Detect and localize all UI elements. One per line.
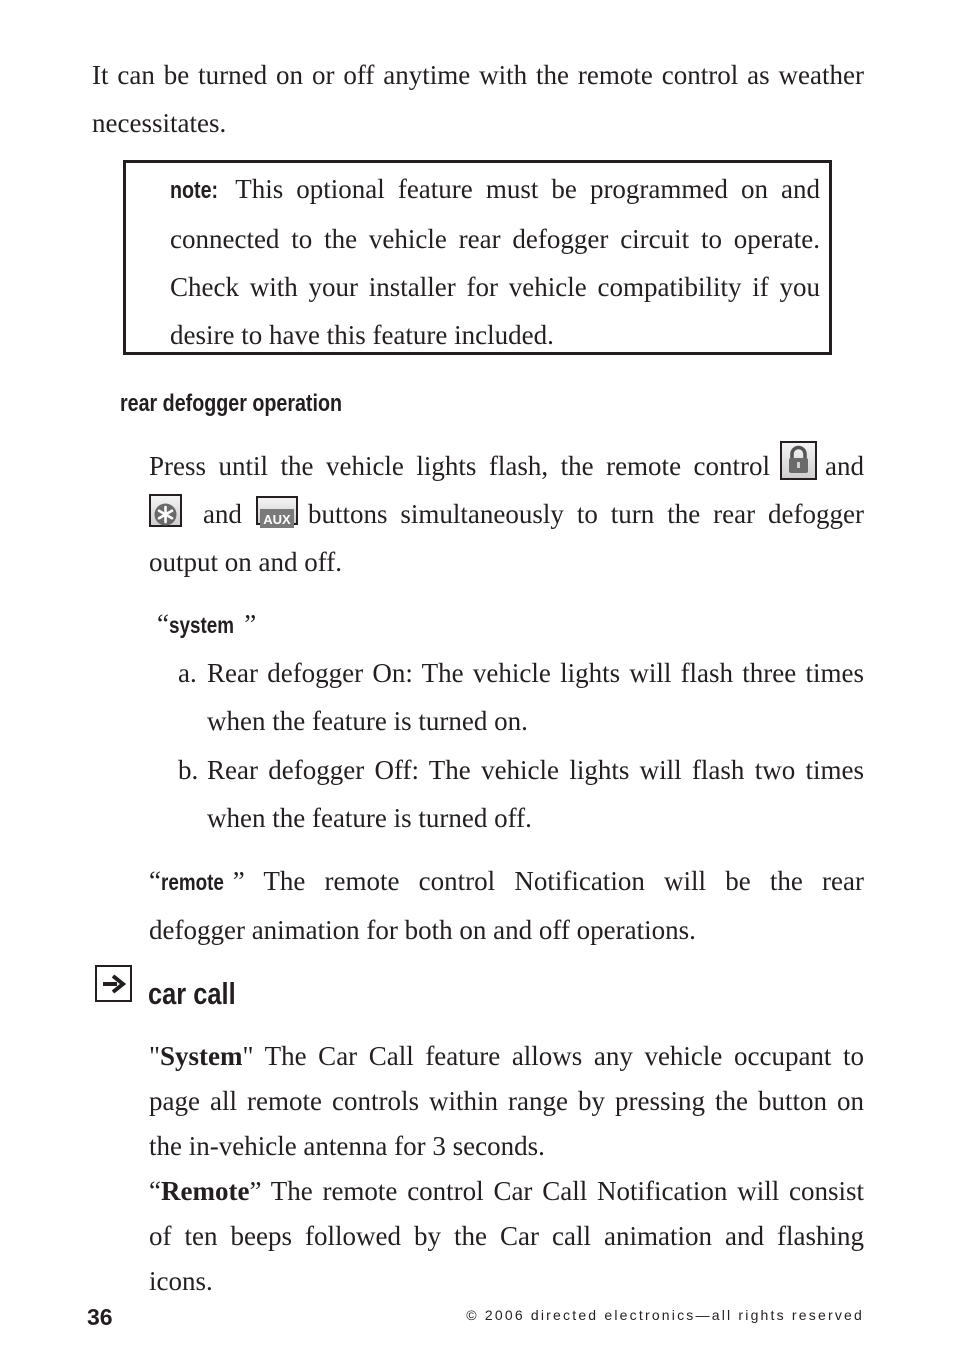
list-marker: a.	[178, 658, 197, 688]
star-button-icon	[149, 494, 182, 527]
system-word: system	[168, 612, 234, 638]
instruction-text-part: and	[202, 499, 242, 529]
note-body: This optional feature must be programmed on and connected to the vehicle rear defogger circuit to operate. Check with your installer for vehicle compatibility if you desire to have this feature included.	[170, 174, 820, 350]
note-box	[123, 160, 832, 355]
lock-button-icon	[780, 441, 817, 480]
intro-paragraph: It can be turned on or off anytime with the remote control as weather necessitates.	[92, 60, 864, 138]
rear-defogger-instructions	[149, 442, 864, 586]
instruction-text-part: and	[825, 451, 864, 481]
copyright-footer: © 2006 directed electronics—all rights reserved	[466, 1307, 864, 1323]
remote-bold-word: Remote	[160, 1176, 250, 1206]
note-label: note:	[170, 177, 219, 204]
car-call-body	[149, 1034, 864, 1304]
instruction-text-part: Press until the vehicle lights flash, the remote control	[149, 451, 771, 481]
list-item	[178, 649, 864, 745]
note-text	[170, 165, 820, 359]
car-call-system-paragraph: "System" The Car Call feature allows any vehicle occupant to page all remote controls within range by pressing the button on the in-vehicle antenna for 3 seconds.	[149, 1041, 864, 1161]
remote-paragraph: “remote ” The remote control Notification will be the rear defogger animation for both on and off operations.	[149, 857, 864, 954]
arrow-icon	[95, 965, 132, 1002]
aux-button-icon	[256, 496, 298, 528]
instruction-text-part: buttons simultaneously to turn the rear defogger output on and off.	[149, 499, 864, 577]
svg-text:AUX: AUX	[263, 512, 291, 528]
rear-defogger-heading: rear defogger operation	[120, 390, 342, 417]
car-call-remote-paragraph: “Remote” The remote control Car Call Notification will consist of ten beeps followed by the Car call animation and flashing icons.	[149, 1176, 864, 1296]
list-item-text: Rear defogger Off: The vehicle lights will flash two times when the feature is turned off.	[207, 755, 864, 833]
list-item-text: Rear defogger On: The vehicle lights will flash three times when the feature is turned on.	[207, 658, 864, 736]
car-call-heading: car call	[148, 976, 236, 1011]
list-item	[178, 746, 864, 842]
page-number: 36	[87, 1304, 113, 1330]
remote-word: remote	[160, 869, 224, 895]
system-bold-word: System	[160, 1041, 243, 1071]
system-label: “system ”	[157, 600, 256, 649]
list-marker: b.	[178, 755, 199, 785]
